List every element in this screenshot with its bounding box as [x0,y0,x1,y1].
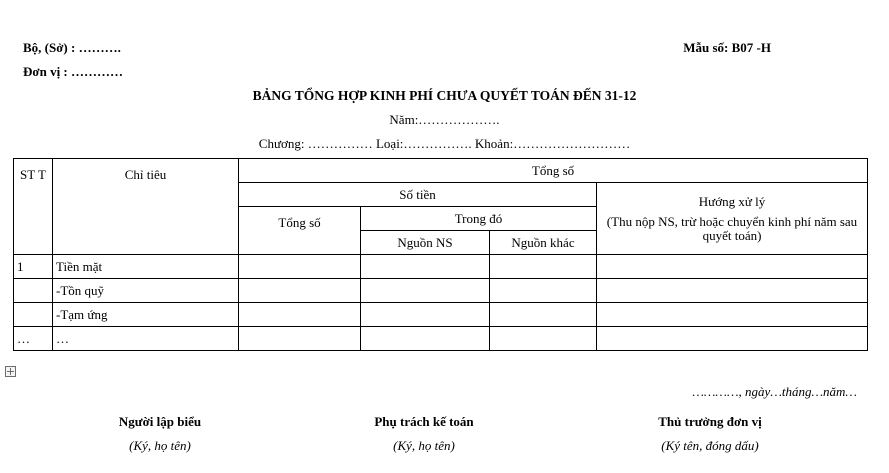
table-row [14,279,868,303]
row-indicator: Tiền mặt [53,255,239,279]
table-move-handle-icon[interactable] [5,366,16,377]
row-total [239,303,361,327]
header-of-which: Trong đó [361,207,597,231]
row-total [239,327,361,351]
document-title: BẢNG TỔNG HỢP KINH PHÍ CHƯA QUYẾT TOÁN ĐẾN 31-12 [252,88,637,103]
signature-note: (Ký, họ tên) [129,438,191,453]
header-total: Tổng số [239,207,361,255]
row-indicator: -Tồn quỹ [53,279,239,303]
row-handling [597,303,868,327]
header-handling-title: Hướng xử lý [698,193,766,209]
row-state-budget [361,279,490,303]
row-other-sources [490,303,597,327]
signature-preparer [50,414,270,454]
form-number: Mẫu số: B07 -H [683,40,771,55]
header-handling-note: (Thu nộp NS, trừ hoặc chuyển kinh phí năm sau quyết toán) [606,213,858,243]
signature-note: (Ký, họ tên) [393,438,455,453]
row-stt [14,279,53,303]
date-line: …………, ngày…tháng…năm… [692,384,857,399]
header-indicator: Chỉ tiêu [53,159,239,255]
funding-summary-table [13,158,868,351]
signature-note: (Ký tên, đóng dấu) [661,438,759,453]
row-indicator: … [53,327,239,351]
header-stt: ST T [14,159,53,255]
header-state-budget: Nguồn NS [361,231,490,255]
row-state-budget [361,255,490,279]
ministry-field: Bộ, (Sở) : ………. [23,40,121,55]
signature-role: Thủ trưởng đơn vị [658,414,762,429]
year-line: Năm:………………. [389,112,500,127]
row-total [239,255,361,279]
signature-head-of-unit [600,414,820,454]
row-stt: 1 [14,255,53,279]
row-other-sources [490,255,597,279]
signature-role: Người lập biểu [118,414,202,429]
table-row [14,327,868,351]
row-handling [597,327,868,351]
row-total [239,279,361,303]
table-row [14,303,868,327]
unit-field: Đơn vị : ………… [23,64,124,79]
chapter-line: Chương: …………… Loại:……………. Khoản:……………………… [258,136,631,151]
row-handling [597,255,868,279]
table-row [14,255,868,279]
header-other-sources: Nguồn khác [490,231,597,255]
row-other-sources [490,279,597,303]
header-grand-total: Tổng số [239,159,868,183]
row-handling [597,279,868,303]
row-indicator: -Tạm ứng [53,303,239,327]
header-amount: Số tiền [239,183,597,207]
row-state-budget [361,327,490,351]
row-other-sources [490,327,597,351]
signature-role: Phụ trách kế toán [374,414,474,429]
header-handling [597,183,868,255]
row-stt [14,303,53,327]
row-state-budget [361,303,490,327]
signature-chief-accountant [314,414,534,454]
row-stt: … [14,327,53,351]
